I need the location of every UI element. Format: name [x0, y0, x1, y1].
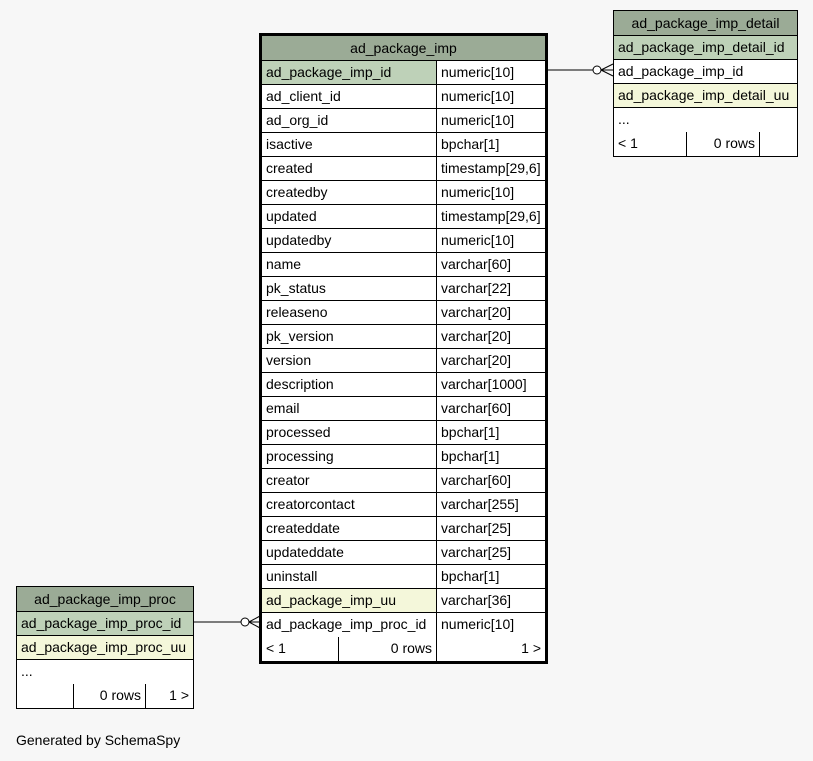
column-list [262, 61, 545, 637]
table-ad-package-imp[interactable] [259, 33, 548, 664]
column-row[interactable] [262, 109, 545, 133]
column-name: updateddate [266, 544, 344, 560]
column-row[interactable] [614, 84, 797, 108]
generated-by-text: Generated by SchemaSpy [16, 732, 181, 748]
table-title: ad_package_imp_detail [614, 11, 797, 36]
column-name: created [266, 160, 313, 176]
column-name: isactive [266, 136, 313, 152]
column-type: timestamp[29,6] [436, 157, 545, 180]
table-ad-package-imp-detail[interactable] [613, 10, 798, 157]
column-name: creatorcontact [266, 496, 355, 512]
column-name: ad_package_imp_id [262, 61, 436, 84]
column-name: releaseno [266, 304, 328, 320]
column-name: updated [266, 208, 317, 224]
table-ad-package-imp-proc[interactable] [16, 586, 194, 709]
column-row[interactable] [262, 133, 545, 157]
parents-count[interactable]: < 1 [618, 135, 638, 151]
column-name: creator [266, 472, 310, 488]
column-name: ad_package_imp_detail_uu [614, 84, 797, 107]
table-footer [17, 684, 193, 708]
column-row[interactable] [262, 373, 545, 397]
column-name: updatedby [266, 232, 332, 248]
parents-count[interactable]: < 1 [266, 640, 286, 656]
column-type: bpchar[1] [436, 133, 545, 156]
table-title: ad_package_imp [262, 36, 545, 61]
column-row[interactable] [262, 85, 545, 109]
column-list [17, 612, 193, 684]
column-type: numeric[10] [436, 229, 545, 252]
column-type: bpchar[1] [436, 565, 545, 588]
column-name: ad_package_imp_uu [262, 589, 436, 612]
column-list [614, 36, 797, 132]
column-row[interactable] [17, 660, 193, 684]
table-title: ad_package_imp_proc [17, 587, 193, 612]
column-type: varchar[60] [436, 253, 545, 276]
column-name: pk_version [266, 328, 334, 344]
column-name: ad_org_id [266, 112, 329, 128]
column-row[interactable] [614, 108, 797, 132]
column-type: varchar[1000] [436, 373, 545, 396]
column-row[interactable] [262, 613, 545, 637]
column-type: varchar[20] [436, 349, 545, 372]
column-name: processed [266, 424, 331, 440]
column-row[interactable] [614, 36, 797, 60]
link-imp-to-detail [546, 64, 613, 76]
children-count[interactable]: 1 > [436, 637, 545, 661]
column-type: varchar[25] [436, 541, 545, 564]
column-row[interactable] [262, 589, 545, 613]
column-type: varchar[60] [436, 469, 545, 492]
column-type: varchar[36] [436, 589, 545, 612]
link-proc-to-imp [194, 616, 260, 628]
column-type: varchar[20] [436, 301, 545, 324]
column-row[interactable] [262, 469, 545, 493]
column-type: varchar[60] [436, 397, 545, 420]
row-count: 0 rows [73, 684, 145, 708]
column-name: ad_package_imp_proc_uu [17, 636, 193, 659]
row-count: 0 rows [686, 132, 759, 156]
column-name: email [266, 400, 300, 416]
column-name: createdby [266, 184, 328, 200]
column-type: numeric[10] [436, 85, 545, 108]
column-type: numeric[10] [436, 109, 545, 132]
column-name: ad_package_imp_proc_id [17, 612, 193, 635]
column-name: uninstall [266, 568, 318, 584]
column-row[interactable] [262, 397, 545, 421]
column-row[interactable] [262, 445, 545, 469]
column-row[interactable] [262, 541, 545, 565]
row-count: 0 rows [338, 637, 436, 661]
column-row[interactable] [262, 349, 545, 373]
column-name: ad_package_imp_proc_id [266, 616, 427, 632]
column-row[interactable] [614, 60, 797, 84]
column-type: varchar[255] [436, 493, 545, 516]
column-row[interactable] [17, 636, 193, 660]
parents-count[interactable] [17, 684, 73, 708]
table-footer [614, 132, 797, 156]
column-name: ... [618, 111, 630, 127]
column-name: description [266, 376, 334, 392]
column-row[interactable] [262, 253, 545, 277]
column-row[interactable] [262, 421, 545, 445]
column-row[interactable] [262, 157, 545, 181]
column-row[interactable] [262, 229, 545, 253]
column-row[interactable] [17, 612, 193, 636]
column-row[interactable] [262, 493, 545, 517]
column-row[interactable] [262, 277, 545, 301]
column-row[interactable] [262, 301, 545, 325]
column-type: bpchar[1] [436, 421, 545, 444]
column-row[interactable] [262, 181, 545, 205]
column-type: numeric[10] [436, 613, 545, 637]
column-name: ad_package_imp_id [618, 63, 744, 79]
column-name: name [266, 256, 302, 272]
column-type: numeric[10] [436, 61, 545, 84]
column-type: timestamp[29,6] [436, 205, 545, 228]
column-type: numeric[10] [436, 181, 545, 204]
column-row[interactable] [262, 61, 545, 85]
column-name: ad_package_imp_detail_id [614, 36, 797, 59]
column-type: bpchar[1] [436, 445, 545, 468]
children-count[interactable]: 1 > [145, 684, 193, 708]
column-name: pk_status [266, 280, 326, 296]
column-name: version [266, 352, 312, 368]
column-row[interactable] [262, 325, 545, 349]
column-name: ... [21, 663, 33, 679]
column-row[interactable] [262, 565, 545, 589]
column-row[interactable] [262, 205, 545, 229]
column-type: varchar[20] [436, 325, 545, 348]
children-count[interactable] [759, 132, 797, 156]
column-type: varchar[25] [436, 517, 545, 540]
column-type: varchar[22] [436, 277, 545, 300]
column-name: createddate [266, 520, 340, 536]
column-name: ad_client_id [266, 88, 341, 104]
table-footer [262, 637, 545, 661]
column-row[interactable] [262, 517, 545, 541]
column-name: processing [266, 448, 334, 464]
